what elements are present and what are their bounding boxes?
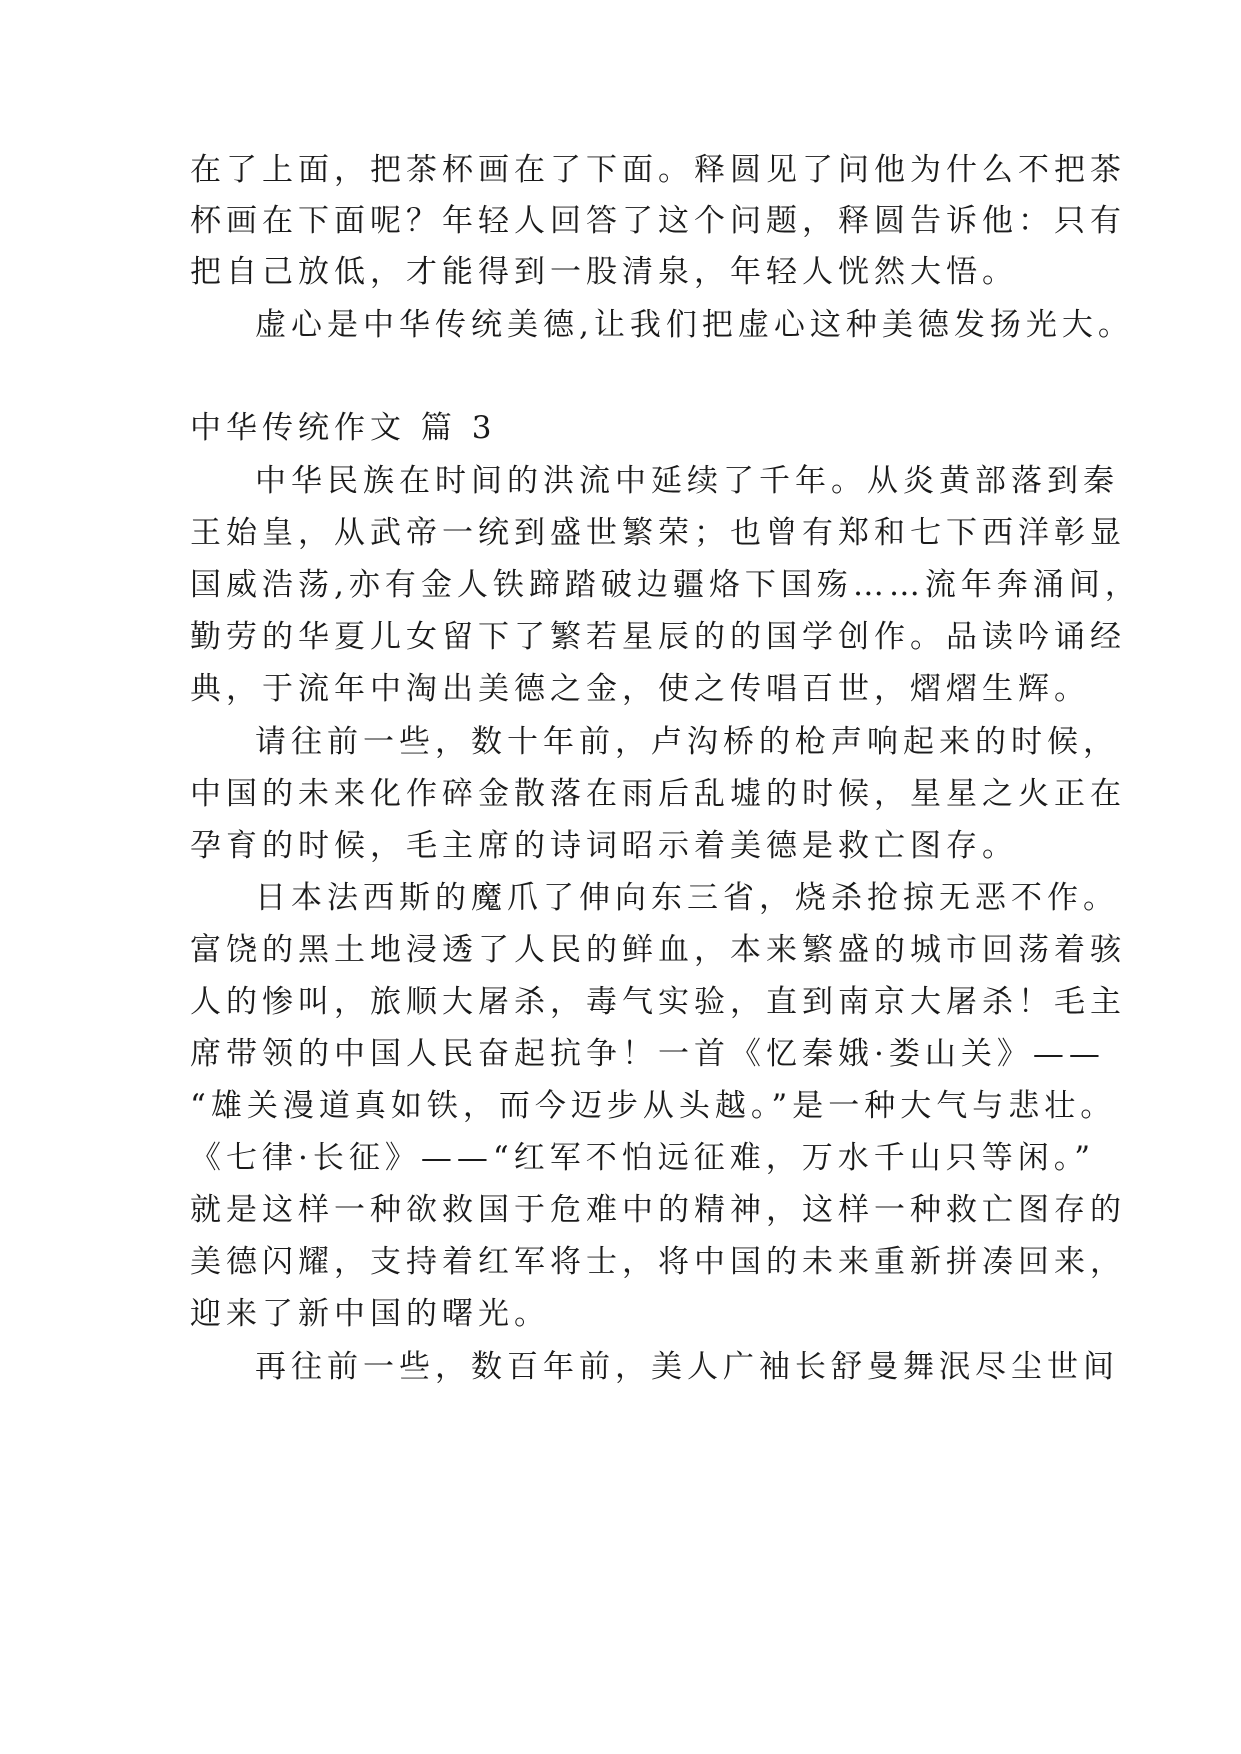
text-line: 王始皇，从武帝一统到盛世繁荣；也曾有郑和七下西洋彰显 (190, 515, 1126, 551)
text-line: 虚心是中华传统美德,让我们把虚心这种美德发扬光大。 (255, 307, 1134, 343)
text-line: 《七律·长征》——“红军不怕远征难，万水千山只等闲。” (190, 1140, 1096, 1176)
text-line: 典，于流年中淘出美德之金，使之传唱百世，熠熠生辉。 (190, 671, 1090, 707)
text-line: 再往前一些，数百年前，美人广袖长舒曼舞泯尽尘世间 (255, 1349, 1119, 1385)
text-line: 就是这样一种欲救国于危难中的精神，这样一种救亡图存的 (190, 1192, 1126, 1228)
text-line: 勤劳的华夏儿女留下了繁若星辰的的国学创作。品读吟诵经 (190, 619, 1126, 655)
section-title: 中华传统作文 篇 3 (190, 410, 497, 446)
text-line: 请往前一些，数十年前，卢沟桥的枪声响起来的时候， (255, 724, 1119, 760)
text-line: 孕育的时候，毛主席的诗词昭示着美德是救亡图存。 (190, 828, 1018, 864)
text-line: 中国的未来化作碎金散落在雨后乱墟的时候，星星之火正在 (190, 776, 1126, 812)
text-line: 美德闪耀，支持着红军将士，将中国的未来重新拼凑回来， (190, 1244, 1126, 1280)
text-line: 日本法西斯的魔爪了伸向东三省，烧杀抢掠无恶不作。 (255, 880, 1119, 916)
text-line: 迎来了新中国的曙光。 (190, 1296, 550, 1332)
text-line: 富饶的黑土地浸透了人民的鲜血，本来繁盛的城市回荡着骇 (190, 932, 1126, 968)
text-line: 在了上面，把茶杯画在了下面。释圆见了问他为什么不把茶 (190, 152, 1126, 188)
text-line: 中华民族在时间的洪流中延续了千年。从炎黄部落到秦 (255, 463, 1119, 499)
text-line: 席带领的中国人民奋起抗争！一首《忆秦娥·娄山关》—— (190, 1036, 1105, 1072)
text-line: “雄关漫道真如铁，而今迈步从头越。”是一种大气与悲壮。 (190, 1088, 1117, 1124)
text-line: 把自己放低，才能得到一股清泉，年轻人恍然大悟。 (190, 254, 1018, 290)
text-line: 国威浩荡,亦有金人铁蹄踏破边疆烙下国殇……流年奔涌间， (190, 567, 1141, 603)
text-line: 杯画在下面呢？年轻人回答了这个问题，释圆告诉他：只有 (190, 203, 1126, 239)
text-line: 人的惨叫，旅顺大屠杀，毒气实验，直到南京大屠杀！毛主 (190, 984, 1126, 1020)
